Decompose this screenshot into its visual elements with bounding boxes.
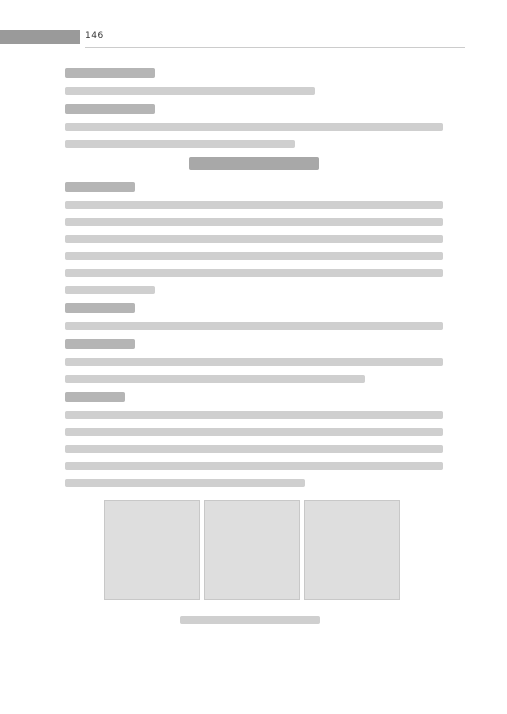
placeholder-title <box>189 157 319 170</box>
placeholder-line <box>65 462 443 470</box>
placeholder-line <box>65 322 443 330</box>
placeholder-line <box>65 218 443 226</box>
placeholder-line <box>65 87 315 95</box>
placeholder-line <box>65 201 443 209</box>
placeholder-line <box>65 479 305 487</box>
figure-caption-placeholder <box>180 616 320 624</box>
placeholder-line <box>65 235 443 243</box>
page-number: 146 <box>85 31 104 41</box>
placeholder-line <box>65 286 155 294</box>
figure-image-placeholder <box>104 500 200 600</box>
header-rule <box>85 47 465 48</box>
placeholder-heading <box>65 339 135 349</box>
placeholder-heading <box>65 303 135 313</box>
placeholder-line <box>65 123 443 131</box>
text-block-top <box>65 68 443 496</box>
placeholder-line <box>65 428 443 436</box>
placeholder-line <box>65 411 443 419</box>
header-bar <box>0 30 80 44</box>
placeholder-line <box>65 269 443 277</box>
placeholder-line <box>65 358 443 366</box>
placeholder-heading <box>65 68 155 78</box>
placeholder-line <box>65 445 443 453</box>
figure-image-placeholder <box>304 500 400 600</box>
placeholder-line <box>65 375 365 383</box>
placeholder-line <box>65 140 295 148</box>
placeholder-heading <box>65 392 125 402</box>
figure-row <box>104 500 400 600</box>
placeholder-heading <box>65 104 155 114</box>
figure-image-placeholder <box>204 500 300 600</box>
placeholder-line <box>65 252 443 260</box>
placeholder-heading <box>65 182 135 192</box>
